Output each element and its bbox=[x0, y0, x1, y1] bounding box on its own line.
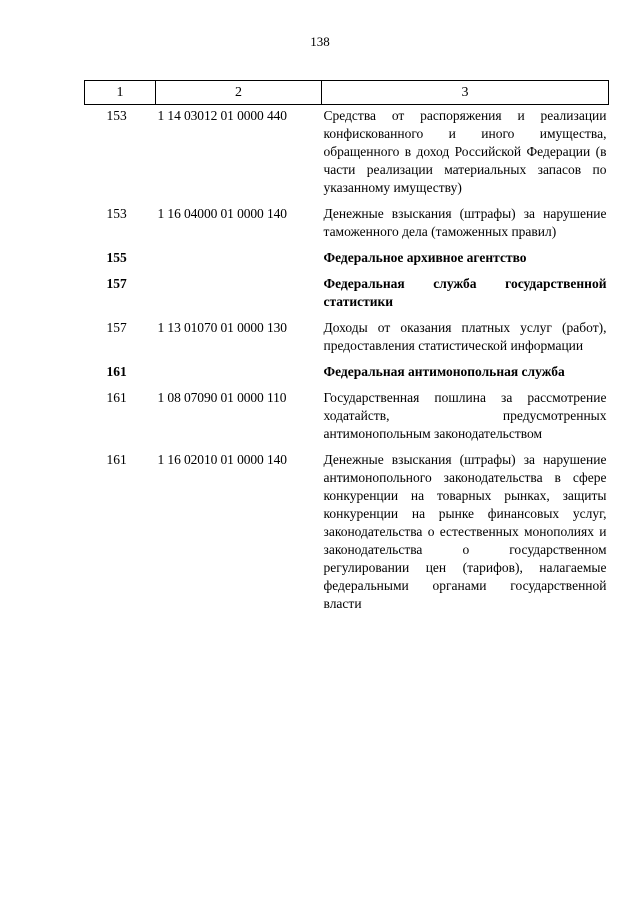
admin-code-cell: 155 bbox=[106, 250, 127, 265]
description-cell: Средства от распоряжения и реализации конфискованного и иного имущества, обращенного в доход Российской Федерации (в части реализации материальных запасов по указанному имуществу) bbox=[323, 108, 607, 195]
revenue-code-cell: 1 08 07090 01 0000 110 bbox=[157, 390, 287, 405]
revenue-codes-table bbox=[84, 80, 609, 613]
admin-code-cell: 153 bbox=[106, 206, 127, 221]
agency-name-cell: Федеральное архивное агентство bbox=[323, 250, 527, 265]
header-col-3: 3 bbox=[322, 81, 609, 105]
page-number: 138 bbox=[310, 34, 330, 49]
header-col-2: 2 bbox=[156, 81, 322, 105]
table-body bbox=[85, 105, 609, 614]
revenue-code-cell: 1 16 04000 01 0000 140 bbox=[157, 206, 287, 221]
table-row bbox=[85, 451, 609, 613]
table-row-agency bbox=[85, 275, 609, 319]
admin-code-cell: 157 bbox=[106, 276, 127, 291]
admin-code-cell: 161 bbox=[106, 390, 127, 405]
revenue-code-cell: 1 14 03012 01 0000 440 bbox=[157, 108, 287, 123]
table-row bbox=[85, 105, 609, 206]
revenue-code-cell bbox=[156, 249, 322, 275]
admin-code-cell: 157 bbox=[106, 320, 127, 335]
header-col-1: 1 bbox=[85, 81, 156, 105]
table-header bbox=[85, 81, 609, 105]
admin-code-cell: 161 bbox=[106, 364, 127, 379]
agency-name-cell: Федеральная служба государственной статистики bbox=[323, 276, 607, 309]
description-cell: Доходы от оказания платных услуг (работ), предоставления статистической информации bbox=[323, 320, 607, 353]
admin-code-cell: 153 bbox=[106, 108, 127, 123]
table-row-agency bbox=[85, 363, 609, 389]
description-cell: Денежные взыскания (штрафы) за нарушение антимонопольного законодательства в сфере конкуренции на товарных рынках, защиты конкуренции на рынке финансовых услуг, законодательства о естественных монополиях и законодательства о государственном регулировании цен (тарифов), налагаемые федеральными органами государственной власти bbox=[323, 452, 607, 611]
revenue-code-cell bbox=[156, 363, 322, 389]
table-header-row bbox=[85, 81, 609, 105]
revenue-code-cell bbox=[156, 275, 322, 319]
table-row-agency bbox=[85, 249, 609, 275]
description-cell: Денежные взыскания (штрафы) за нарушение таможенного дела (таможенных правил) bbox=[323, 206, 607, 239]
table-row bbox=[85, 389, 609, 451]
table-row bbox=[85, 205, 609, 249]
admin-code-cell: 161 bbox=[106, 452, 127, 467]
table-row bbox=[85, 319, 609, 363]
revenue-code-cell: 1 16 02010 01 0000 140 bbox=[157, 452, 287, 467]
agency-name-cell: Федеральная антимонопольная служба bbox=[323, 364, 565, 379]
revenue-code-cell: 1 13 01070 01 0000 130 bbox=[157, 320, 287, 335]
description-cell: Государственная пошлина за рассмотрение ходатайств, предусмотренных антимонопольным законодательством bbox=[323, 390, 607, 441]
